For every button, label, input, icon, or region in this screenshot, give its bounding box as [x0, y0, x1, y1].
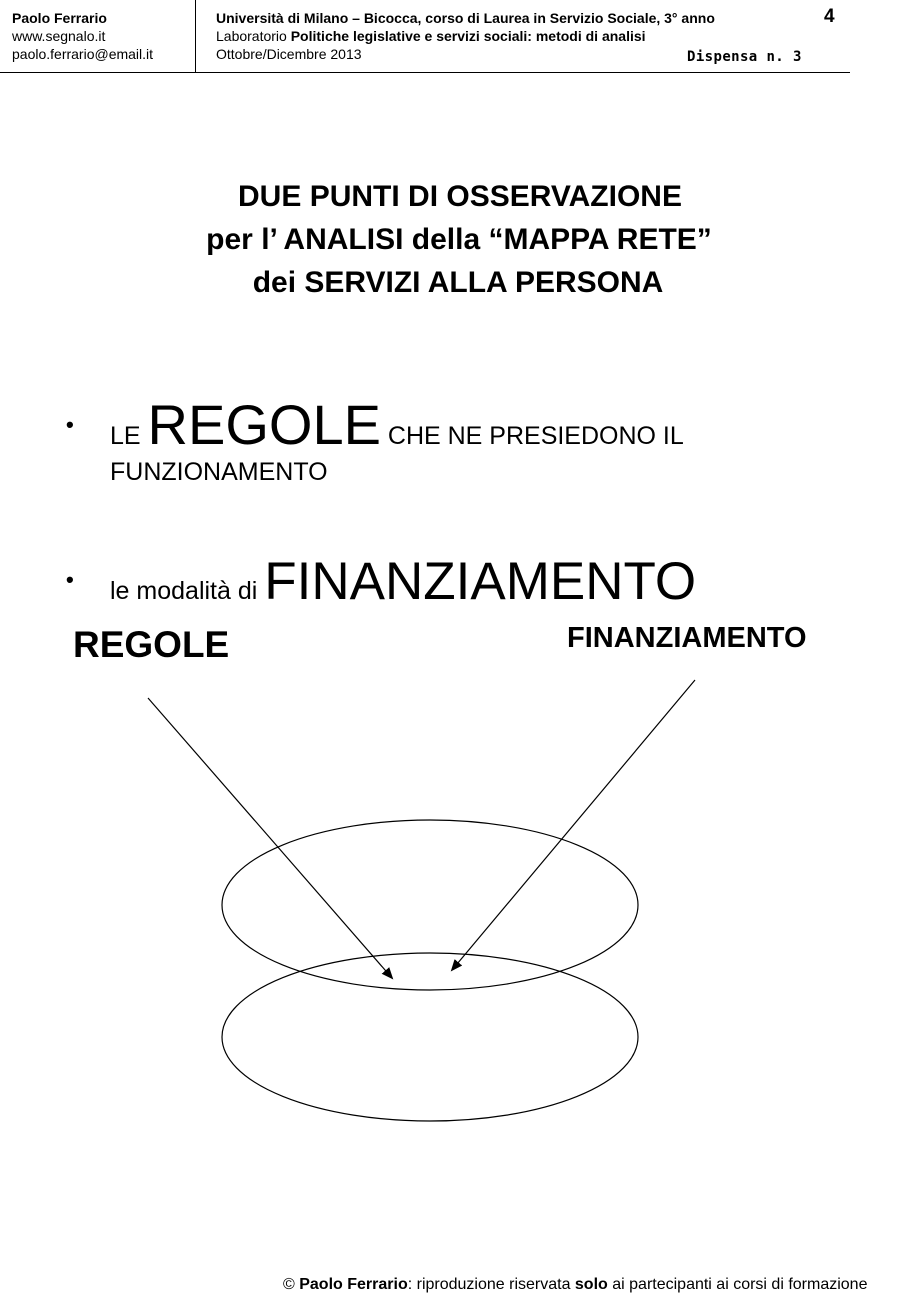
lab-prefix: Laboratorio	[216, 28, 291, 44]
diagram-label-regole: REGOLE	[73, 624, 230, 665]
title-line-2: per l’ ANALISI della “MAPPA RETE”	[206, 223, 712, 256]
period-line: Ottobre/Dicembre 2013	[216, 46, 362, 62]
title-line-1: DUE PUNTI DI OSSERVAZIONE	[238, 180, 682, 213]
bullet-dot-1: •	[66, 412, 74, 437]
footer-middle: : riproduzione riservata	[407, 1276, 575, 1293]
title-line-3: dei SERVIZI ALLA PERSONA	[252, 266, 664, 299]
lab-title: Politiche legislative e servizi sociali: metodi di analisi	[290, 28, 646, 44]
author-website: www.segnalo.it	[12, 28, 106, 44]
bullet1-suffix: CHE NE PRESIEDONO IL	[380, 422, 684, 450]
arrow-finanziamento	[452, 680, 695, 970]
bullet2-emphasis: FINANZIAMENTO	[264, 552, 697, 611]
lower-ellipse	[222, 953, 638, 1121]
footer-suffix: ai partecipanti ai corsi di formazione	[607, 1276, 868, 1293]
upper-ellipse	[222, 820, 638, 990]
copyright-footer	[283, 1276, 867, 1294]
bullet1-line2: FUNZIONAMENTO	[110, 458, 328, 486]
course-line: Università di Milano – Bicocca, corso di Laurea in Servizio Sociale, 3° anno	[216, 10, 715, 26]
dispensa-label: Dispensa n. 3	[687, 49, 802, 65]
bullet1-emphasis: REGOLE	[147, 393, 381, 456]
bullet-dot-2: •	[66, 567, 74, 592]
arrow-regole	[148, 698, 392, 978]
diagram-label-finanziamento: FINANZIAMENTO	[567, 622, 807, 654]
footer-prefix: ©	[283, 1276, 300, 1293]
page-number: 4	[824, 6, 835, 27]
author-name: Paolo Ferrario	[12, 10, 107, 26]
footer-solo: solo	[574, 1276, 608, 1293]
bullet2-prefix: le modalità di	[110, 577, 265, 605]
bullet1-prefix: LE	[110, 422, 148, 450]
footer-author: Paolo Ferrario	[299, 1276, 408, 1293]
author-email: paolo.ferrario@email.it	[12, 46, 154, 62]
